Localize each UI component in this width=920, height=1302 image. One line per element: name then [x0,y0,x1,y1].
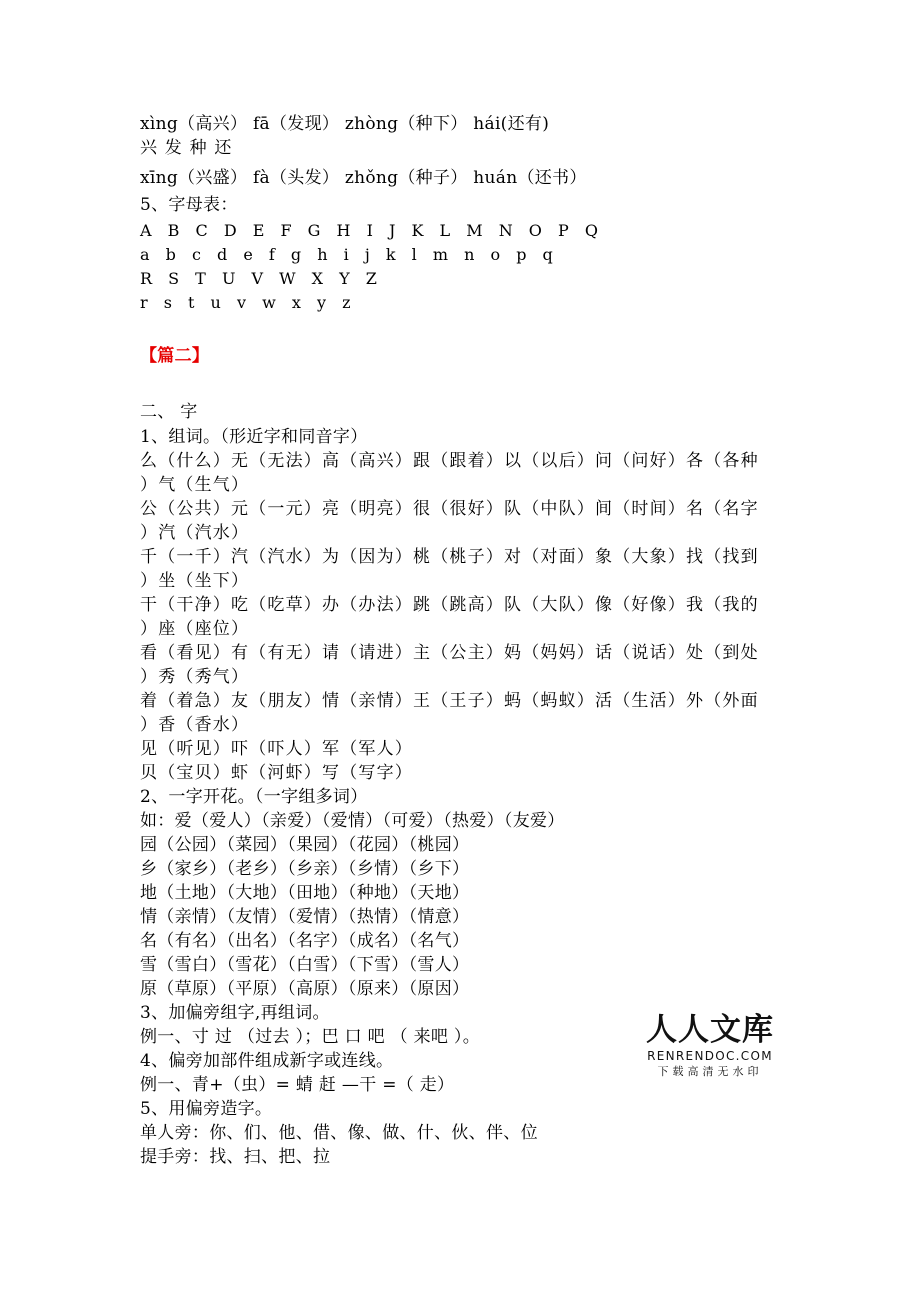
item-3-heading: 3、加偏旁组字,再组词。 [140,1003,330,1023]
word-group-line: 情（亲情）（友情）（爱情）（热情）（情意） [140,907,470,927]
word-line-cont: ）座（座位） [140,619,250,639]
pinyin-line-2: xīng（兴盛） fà（头发） zhǒng（种子） huán（还书） [140,168,587,188]
alphabet-lower-2: r s t u v w x y z [140,293,357,312]
radical-line: 提手旁：找、扫、把、拉 [140,1147,331,1167]
word-line-cont: ）汽（汽水） [140,523,250,543]
word-group-line: 如：爱（爱人）（亲爱）（爱情）（可爱）（热爱）（友爱） [140,811,565,831]
alphabet-heading: 5、字母表： [140,195,238,215]
word-line: 公（公共）元（一元）亮（明亮）很（很好）队（中队）间（时间）名（名字 [140,499,759,519]
character-line: 兴 发 种 还 [140,138,233,158]
example-line: 例一、青+（虫）= 蜻 赶 —干 =（ 走） [140,1075,455,1095]
radical-line: 单人旁：你、们、他、借、像、做、什、伙、伴、位 [140,1123,538,1143]
word-line: 见（听见）吓（吓人）军（军人） [140,739,413,759]
watermark-logo [645,1012,775,1079]
watermark-title: 人人文库 [646,1012,774,1048]
word-group-line: 乡（家乡）（老乡）（乡亲）（乡情）（乡下） [140,859,470,879]
example-line: 例一、寸 过 （过去 ）；巴 口 吧 （ 来吧 ）。 [140,1027,481,1047]
word-line: 看（看见）有（有无）请（请进）主（公主）妈（妈妈）话（说话）处（到处 [140,643,759,663]
word-group-line: 地（土地）（大地）（田地）（种地）（天地） [140,883,470,903]
word-line: 干（干净）吃（吃草）办（办法）跳（跳高）队（大队）像（好像）我（我的 [140,595,759,615]
item-4-heading: 4、偏旁加部件组成新字或连线。 [140,1051,394,1071]
alphabet-upper-1: A B C D E F G H I J K L M N O P Q [140,221,604,240]
item-5-heading: 5、用偏旁造字。 [140,1099,273,1119]
word-line: 贝（宝贝）虾（河虾）写（写字） [140,763,413,783]
part-title: 二、 字 [140,402,198,422]
word-group-line: 名（有名）（出名）（名字）（成名）（名气） [140,931,470,951]
word-line-cont: ）坐（坐下） [140,571,250,591]
word-line: 着（着急）友（朋友）情（亲情）王（王子）蚂（蚂蚁）活（生活）外（外面 [140,691,759,711]
word-line-cont: ）香（香水） [140,715,250,735]
word-line-cont: ）秀（秀气） [140,667,250,687]
alphabet-upper-2: R S T U V W X Y Z [140,269,383,288]
pinyin-line-1: xìng（高兴） fā（发现） zhòng（种下） hái(还有) [140,114,550,134]
word-group-line: 园（公园）（菜园）（果园）（花园）（桃园） [140,835,470,855]
watermark-url: RENRENDOC.COM [647,1049,773,1063]
word-group-line: 雪（雪白）（雪花）（白雪）（下雪）（雪人） [140,955,470,975]
word-line-cont: ）气（生气） [140,475,250,495]
word-line: 么（什么）无（无法）高（高兴）跟（跟着）以（以后）问（问好）各（各种 [140,451,759,471]
section-heading: 【篇二】 [140,346,210,366]
word-group-line: 原（草原）（平原）（高原）（原来）（原因） [140,979,470,999]
item-1-heading: 1、组词。（形近字和同音字） [140,427,368,447]
watermark-subtitle: 下载高清无水印 [657,1065,763,1078]
item-2-heading: 2、一字开花。（一字组多词） [140,787,368,807]
alphabet-lower-1: a b c d e f g h i j k l m n o p q [140,245,559,264]
word-line: 千（一千）汽（汽水）为（因为）桃（桃子）对（对面）象（大象）找（找到 [140,547,759,567]
